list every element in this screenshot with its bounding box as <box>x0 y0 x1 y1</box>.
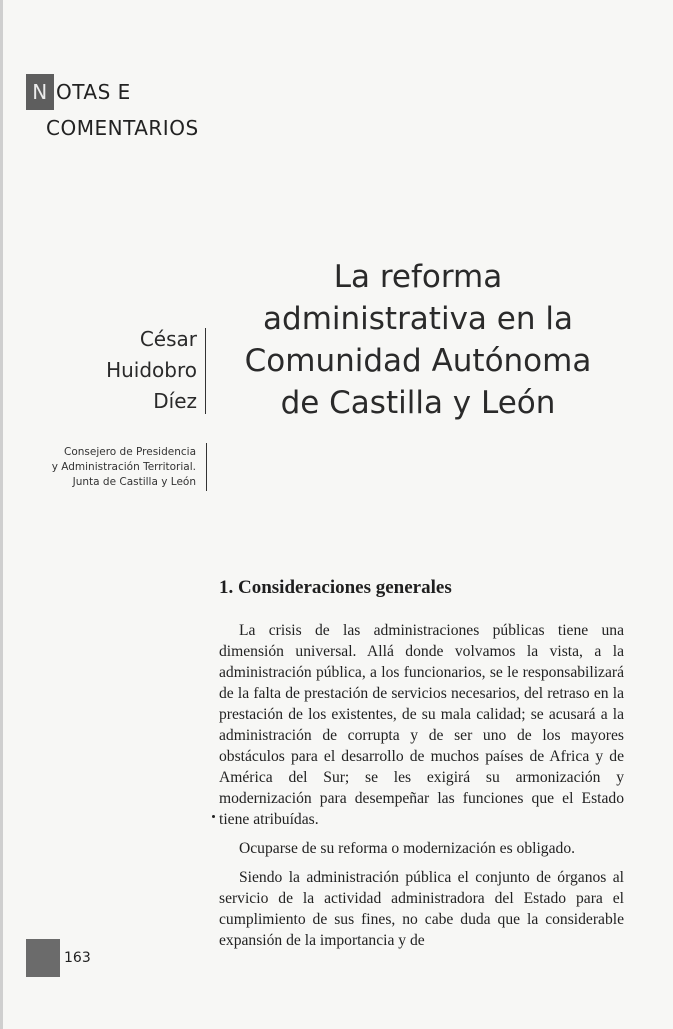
section-label-line-2 <box>26 110 199 146</box>
section-label <box>26 74 199 146</box>
folio-box <box>26 939 60 977</box>
section-label-text-2: OMENTARIOS <box>60 116 199 140</box>
paragraph: La crisis de las administraciones públicas tiene una dimensión universal. Allá donde volvamos la vista, a la administración pública, a los funcionarios, se le responsabilizará de la falta de prestación de servicios necesarios, del retraso en la prestación de los existentes, de su mala calidad; se acusará a la administración de corrupta y de ser uno de los mayores obstáculos para el desarrollo de muchos países de Africa y de América del Sur; se les exigirá su armonización y modernización para desempeñar las funciones que el Estado tiene atribuídas. <box>219 622 624 828</box>
author-line: Huidobro <box>106 358 197 382</box>
title-line: La reforma <box>333 259 503 295</box>
author-divider <box>205 328 206 414</box>
title-line: administrativa en la <box>263 301 573 337</box>
affiliation-line: Consejero de Presidencia <box>63 446 196 458</box>
title-line: de Castilla y León <box>280 385 556 421</box>
section-label-text-1: OTAS E <box>56 80 131 104</box>
section-initial-2: C <box>46 116 61 140</box>
paragraph: Siendo la administración pública el conjunto de órganos al servicio de la actividad administradora del Estado para el cumplimiento de sus fines, no cabe duda que la considerable expansión de la importancia y de <box>219 869 624 949</box>
article-title <box>213 256 623 424</box>
section-label-line-1 <box>26 74 199 110</box>
affiliation-divider <box>206 443 207 491</box>
body-text <box>219 620 624 959</box>
section-heading: 1. Consideraciones generales <box>219 577 452 598</box>
page-number: 163 <box>64 950 91 966</box>
title-line: Comunidad Autónoma <box>244 343 592 379</box>
ink-speck <box>212 815 215 818</box>
paragraph: Ocuparse de su reforma o modernización es obligado. <box>239 840 576 857</box>
author-name <box>60 324 197 417</box>
section-initial-box: N <box>26 74 54 110</box>
affiliation-line: Junta de Castilla y León <box>72 476 196 488</box>
author-line: César <box>139 327 197 351</box>
author-affiliation <box>20 445 196 490</box>
author-line: Díez <box>153 389 197 413</box>
page-edge <box>0 0 3 1029</box>
affiliation-line: y Administración Territorial. <box>51 461 196 473</box>
